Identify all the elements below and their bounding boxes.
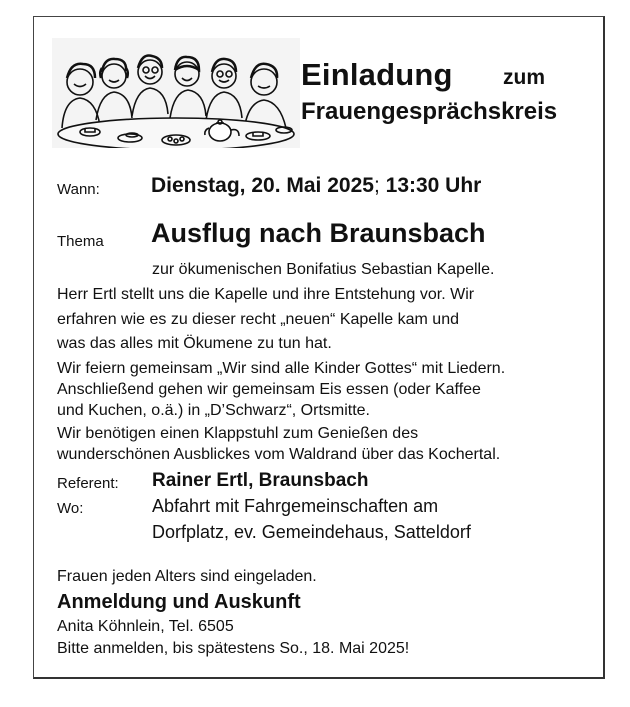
body-line: Wir benötigen einen Klappstuhl zum Genießen des [57, 425, 419, 442]
wo-line-1: Abfahrt mit Fahrgemeinschaften am [152, 496, 439, 516]
thema-value: Ausflug nach Braunsbach [151, 218, 486, 248]
body-line: Anschließend gehen wir gemeinsam Eis essen (oder Kaffee [57, 381, 481, 398]
women-tea-party-illustration [52, 38, 300, 148]
title-frauengespraechskreis: Frauengesprächskreis [301, 98, 558, 125]
referent-value: Rainer Ertl, Braunsbach [152, 470, 369, 491]
wann-time: 13:30 Uhr [385, 174, 482, 197]
wann-separator: ; [373, 174, 380, 197]
body-line: wunderschönen Ausblickes vom Waldrand über das Kochertal. [57, 446, 501, 463]
wo-line-2: Dorfplatz, ev. Gemeindehaus, Satteldorf [152, 522, 471, 542]
contact-text: Anita Köhnlein, Tel. 6505 [57, 618, 234, 635]
body-line: Wir feiern gemeinsam „Wir sind alle Kinder Gottes“ mit Liedern. [57, 360, 506, 377]
invite-text: Frauen jeden Alters sind eingeladen. [57, 568, 317, 585]
referent-label: Referent: [57, 475, 119, 492]
thema-label: Thema [57, 233, 104, 250]
title-zum: zum [503, 66, 545, 89]
wann-value [151, 174, 481, 198]
body-line: und Kuchen, o.ä.) in „D’Schwarz“, Ortsmitte. [57, 402, 370, 419]
anmeldung-heading: Anmeldung und Auskunft [57, 591, 301, 613]
body-line: erfahren wie es zu dieser recht „neuen“ Kapelle kam und [57, 311, 459, 328]
wo-label: Wo: [57, 500, 84, 517]
body-line: Herr Ertl stellt uns die Kapelle und ihre Entstehung vor. Wir [57, 286, 475, 303]
wann-label: Wann: [57, 181, 100, 198]
body-line: was das alles mit Ökumene zu tun hat. [57, 335, 332, 352]
thema-subtitle: zur ökumenischen Bonifatius Sebastian Kapelle. [152, 261, 495, 278]
wann-date: Dienstag, 20. Mai 2025 [151, 174, 374, 197]
deadline-text: Bitte anmelden, bis spätestens So., 18. Mai 2025! [57, 640, 410, 657]
title-einladung: Einladung [301, 57, 453, 92]
